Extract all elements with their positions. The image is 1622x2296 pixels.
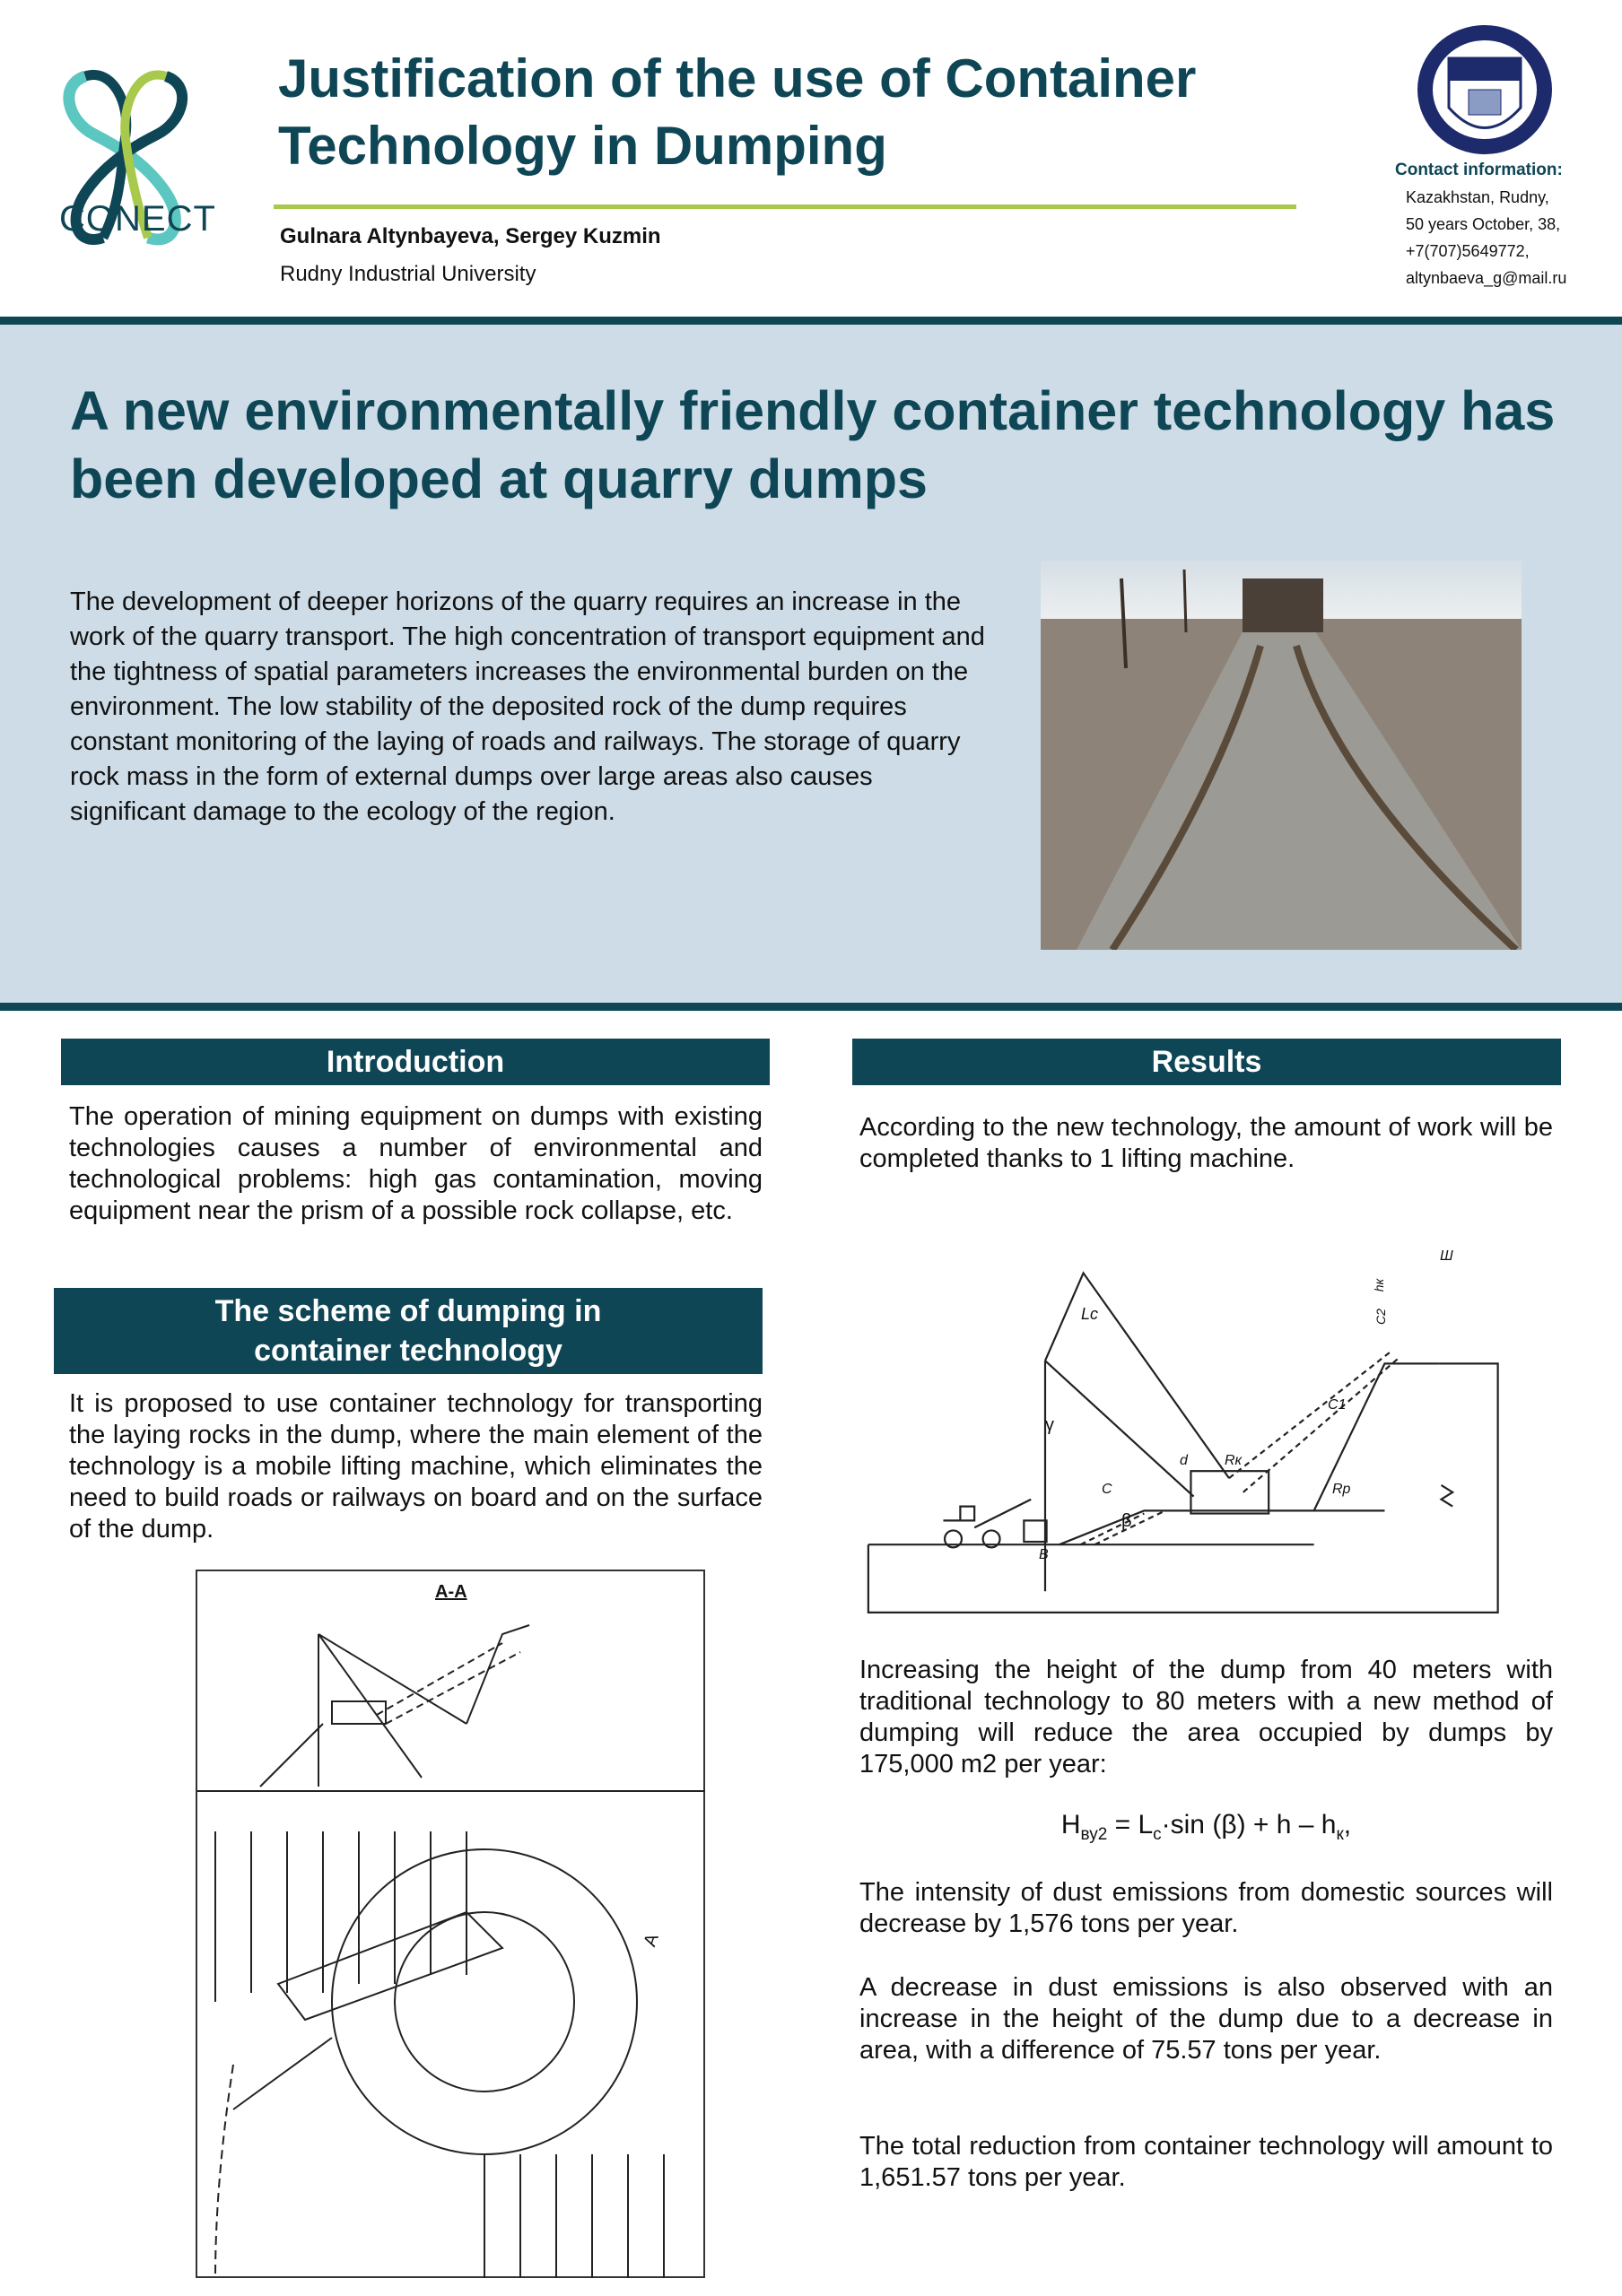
introduction-text: The operation of mining equipment on dumps with existing technologies causes a number of environmental and technological problems: high gas contamination, moving equipment near the prism of a possible rock collapse, etc. [69,1102,763,1225]
logo-text: CONECT [59,199,216,239]
diagram-lines [861,1229,1597,1614]
formula-part: к [1336,1825,1344,1844]
label-lc: Lc [1081,1305,1099,1323]
formula-part: = L [1107,1810,1154,1839]
introduction-heading: Introduction [61,1039,770,1085]
scheme-lines [197,1571,705,2278]
top-divider-bar [0,317,1622,325]
height-formula [859,1810,1553,1845]
formula-part: ·sin (β) + h – h [1161,1810,1337,1839]
results-text-4: A decrease in dust emissions is also observed with an increase in the height of the dump due to a decrease in area, with a difference of 75.57 tons per year. [859,1973,1553,2065]
results-heading: Results [852,1039,1561,1085]
formula-part: ву2 [1080,1825,1108,1844]
label-rk: Rк [1225,1453,1243,1468]
contact-line: Kazakhstan, Rudny, [1406,188,1549,206]
crane-dimension-diagram [861,1229,1597,1614]
dump-scheme-drawing [196,1570,705,2278]
label-c1: C1 [1328,1397,1347,1413]
banner-headline: A new environmentally friendly container technology has been developed at quarry dumps [70,380,1556,509]
affiliation: Rudny Industrial University [280,262,536,286]
scheme-heading: The scheme of dumping in container technology [54,1288,763,1374]
section-label: A-A [435,1582,467,1602]
formula-part: H [1060,1810,1081,1839]
label-hk: hк [1372,1278,1387,1292]
label-d: d [1180,1453,1188,1468]
label-sh: Ш [1440,1248,1453,1264]
label-c2: C2 [1373,1309,1388,1325]
results-text-1: According to the new technology, the amount of work will be completed thanks to 1 lifting machine. [859,1113,1553,1173]
contact-info [1395,157,1566,291]
university-seal [1413,22,1557,157]
label-rp: Rp [1332,1482,1351,1497]
scheme-text: It is proposed to use container technology for transporting the laying rocks in the dump, where the main element of the technology is a mobile lifting machine, which eliminates the need to build roads or railways on board and on the surface of the dump. [69,1389,763,1544]
authors: Gulnara Altynbayeva, Sergey Kuzmin [280,224,661,248]
label-beta: β [1121,1511,1132,1531]
poster-title: Justification of the use of Container Technology in Dumping [278,48,1197,176]
contact-line: 50 years October, 38, [1406,215,1561,233]
section-mark: A [640,1931,663,1950]
railway-photo [1041,561,1522,950]
formula-part: , [1343,1810,1352,1839]
contact-heading: Contact information: [1395,161,1563,179]
bottom-divider-bar [0,1003,1622,1011]
formula-part: c [1153,1825,1162,1844]
results-text-3: The intensity of dust emissions from domestic sources will decrease by 1,576 tons per year. [859,1878,1553,1938]
results-text-2: Increasing the height of the dump from 40 meters with traditional technology to 80 meters with a new method of dumping will reduce the area occupied by dumps by 175,000 m2 per year: [859,1656,1553,1779]
label-b: B [1039,1547,1049,1562]
contact-email[interactable]: altynbaeva_g@mail.ru [1406,269,1567,287]
banner-text: The development of deeper horizons of the quarry requires an increase in the work of the quarry transport. The high concentration of transport equipment and the tightness of spatial parameters increases the environmental burden on the environment. The low stability of the deposited rock of the dump requires constant monitoring of the laying of roads and railways. The storage of quarry rock mass in the form of external dumps over large areas also causes significant damage to the ecology of the region. [70,587,985,826]
divider [274,204,1296,209]
label-c: C [1102,1482,1112,1497]
contact-line: +7(707)5649772, [1406,242,1530,260]
label-gamma: γ [1045,1415,1054,1435]
results-text-5: The total reduction from container technology will amount to 1,651.57 tons per year. [859,2132,1553,2192]
